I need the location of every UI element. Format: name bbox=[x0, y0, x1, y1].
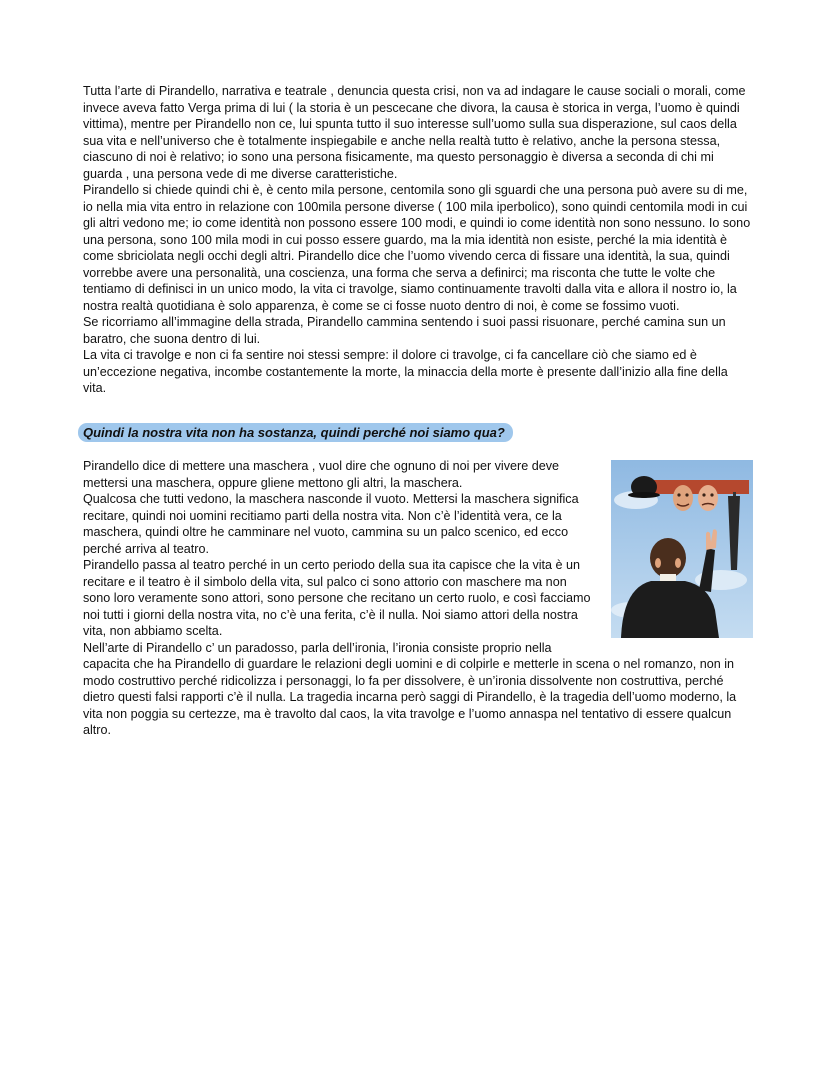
text-section-mask bbox=[83, 458, 753, 739]
section-heading-container bbox=[78, 423, 513, 442]
man-head bbox=[650, 538, 686, 578]
coat-rack bbox=[641, 480, 749, 494]
text-section-intro bbox=[83, 83, 753, 397]
paragraph: Nell’arte di Pirandello c’ un paradosso, parla dell’ironia, l’ironia consiste proprio nella capacita che ha Pirandello di guardare le relazioni degli uomini e di colpirle e metterle in scena o nel romanzo, non in modo costruttivo perché ridicolizza i personaggi, lo fa per dissolvere, è un’ironia dissolvente non costruttiva, perché dietro questi falsi rapporti c’è il nulla. La tragedia incarna però saggi di Pirandello, è la tragedia dell’uomo moderno, la vita non poggia su certezze, ma è travolto dal caos, la vita travolge e l’uomo annaspa nel tentativo di essere qualcun altro. bbox=[83, 640, 737, 737]
section-heading: Quindi la nostra vita non ha sostanza, quindi perché noi siamo qua? bbox=[78, 423, 513, 442]
paragraph: Qualcosa che tutti vedono, la maschera nasconde il vuoto. Mettersi la maschera significa recitare, quindi noi uomini recitiamo parti della nostra vita. Non c’è l’identità vera, ce la maschera, quindi oltre he camminare nel vuoto, cammina su un palco scenico, ed ecco perché arriva al teatro. bbox=[83, 492, 579, 556]
mask-left bbox=[673, 485, 693, 511]
paragraph: Se ricorriamo all’immagine della strada, Pirandello cammina sentendo i suoi passi risuonare, perché camina sun un baratro, che suona dentro di lui. bbox=[83, 315, 726, 346]
paragraph: Pirandello passa al teatro perché in un certo periodo della sua ita capisce che la vita è un recitare e il teatro è il simbolo della vita, sul palco ci sono attorio con maschere ma non sono loro veramente sono attori, sono persone che recitano un certo ruolo, e così facciamo noi tutti i giorni della nostra vita, no c’è una ferita, c’è il nulla. Noi siamo attori della nostra vita, non abbiamo scelta. bbox=[83, 558, 591, 638]
mask-right bbox=[698, 485, 718, 511]
paragraph: La vita ci travolge e non ci fa sentire noi stessi sempre: il dolore ci travolge, ci fa cancellare ciò che siamo ed è un’eccezione negativa, incombe costantemente la morte, la minaccia della morte è presente dall’inizio alla fine della vita. bbox=[83, 348, 728, 395]
painting-man-masks-icon bbox=[611, 460, 753, 638]
paragraph: Pirandello dice di mettere una maschera , vuol dire che ognuno di noi per vivere deve mettersi una maschera, oppure gliene mettono gli altri, la maschera. bbox=[83, 459, 560, 490]
paragraph: Pirandello si chiede quindi chi è, è cento mila persone, centomila sono gli sguardi che una persona può avere su di me, io nella mia vita entro in relazione con 100mila persone diverse ( 100 mila iperbolico), sono quindi centomila modi in cui gli altri vedono me; io come identità non possono essere 100 modi, e quindi io come identità non sono nessuno. Io sono una persona, sono 100 mila modi in cui posso essere guardo, ma la mia identità non esiste, perché la mia identità è come sbriciolata negli occhi degli altri. Pirandello dice che l’uomo vivendo cerca di fissare una identità, la sua, quindi vorrebbe avere una personalità, una coscienza, una forma che serva a definirci; ma risconta che tutte le volte che tentiamo di definisci in un unico modo, la vita ci travolge, siamo continuamente travolti dalla vita e allora il nostro io, la nostra realtà quotidiana è solo apparenza, è come se ci fosse nuoto dentro di noi, è come se fossimo vuoti. bbox=[83, 183, 751, 313]
paragraph: Tutta l’arte di Pirandello, narrativa e teatrale , denuncia questa crisi, non va ad indagare le cause sociali o morali, come invece aveva fatto Verga prima di lui ( la storia è un pescecane che divora, la causa è storica in verga, l’uomo è quindi vittima), mentre per Pirandello non ce, lui spunta tutto il suo interesse sull’uomo sulla sua disperazione, sul caos della sua vita e nell’universo che è totalmente inspiegabile e anche nella realtà tutto è relativo, anche la persona stessa, ciascuno di noi è relativo; io sono una persona fisicamente, ma questo personaggio è diversa a seconda di chi mi guarda , una persona vede di me diverse caratteristiche. bbox=[83, 84, 746, 181]
illustration bbox=[611, 460, 753, 640]
